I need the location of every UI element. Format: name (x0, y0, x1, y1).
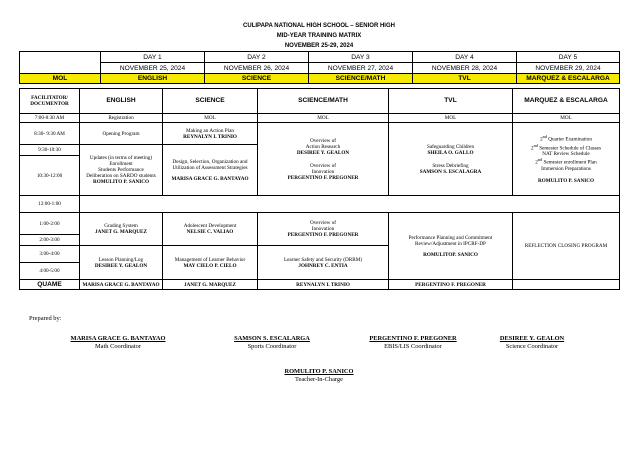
facilitator-name: SAMSON S. ESCALAGRA (419, 168, 482, 175)
signatory (259, 368, 379, 384)
time-cell: 2:00-3:00 (20, 235, 80, 246)
training-matrix-table (19, 88, 620, 290)
day-subject: TVL (413, 74, 517, 84)
activity-cell (389, 213, 513, 280)
facilitator-header: FACILITATOR/ DOCUMENTOR (20, 89, 80, 114)
mol-cell: MOL (389, 114, 513, 123)
activity-title: Grading System (104, 223, 138, 229)
activity-title: Design, Selection, Organization and Utilization of Assessment Strategies (172, 158, 248, 171)
day-date: NOVEMBER 26, 2024 (205, 63, 309, 74)
signatory-role: Science Coordinator (505, 343, 559, 350)
matrix-title: MID-YEAR TRAINING MATRIX (276, 33, 362, 39)
day-label: DAY 5 (517, 52, 620, 63)
facilitator-name: ROMULITOP. SANICO (423, 251, 478, 258)
activity-cell (513, 213, 620, 280)
subject-header: SCIENCE/MATH (258, 89, 389, 114)
day-label: DAY 4 (413, 52, 517, 63)
activity-cell (513, 123, 620, 196)
time-cell: 12:00-1:00 (20, 196, 80, 213)
mol-cell: MOL (258, 114, 389, 123)
signatory-name: ROMULITO P. SANICO (284, 368, 354, 375)
day-subject: MARQUEZ & ESCALARGA (517, 74, 620, 84)
quame-name: PERGENTINO F. PREGONER (389, 280, 513, 290)
day-label: DAY 2 (205, 52, 309, 63)
activity-cell: Opening Program (80, 123, 163, 145)
day-date: NOVEMBER 25, 2024 (101, 63, 205, 74)
day-subject: ENGLISH (101, 74, 205, 84)
activity-title: NAT Review Schedule (542, 151, 590, 158)
activity-title: Immersion Preparations (541, 166, 591, 173)
facilitator-name: PERGENTINO F. PREGONER (287, 174, 359, 181)
activity-cell (258, 213, 389, 246)
activity-title: Stress Debriefing (432, 162, 469, 169)
activity-cell (163, 246, 258, 280)
activity-cell (163, 145, 258, 196)
subject-header: TVL (389, 89, 513, 114)
activity-cell (163, 213, 258, 246)
signatory-role: Teacher-In-Charge (295, 376, 343, 383)
activity-title: Learner Safety and Security (DRRM) (283, 256, 363, 263)
day-subject: SCIENCE (205, 74, 309, 84)
activity-title: Enrollment (109, 161, 133, 167)
signatory-name: DESIREE Y. GEALON (499, 335, 565, 342)
quame-name: MARISA GRACE G. BANTAYAO (80, 280, 163, 290)
time-cell: 7:00-8:30 AM (20, 114, 80, 123)
activity-title: 2nd Semester Schedule of Classes (530, 142, 602, 152)
quame-name: REYNALYN I. TRINIO (258, 280, 389, 290)
signatory-role: Math Coordinator (95, 343, 141, 350)
activity-title: Safeguarding Children (426, 143, 475, 150)
activity-title: Action Research (305, 143, 341, 150)
day-label: DAY 1 (101, 52, 205, 63)
activity-title: Innovation (311, 168, 335, 175)
day-schedule-table (19, 51, 620, 84)
subject-header: MARQUEZ & ESCALARGA (513, 89, 620, 114)
signatory (212, 335, 332, 351)
time-cell: 1:00-2:00 (20, 213, 80, 235)
mol-cell: MOL (513, 114, 620, 123)
subject-header: ENGLISH (80, 89, 163, 114)
activity-title: Lesson Planning/Log (98, 256, 144, 263)
activity-title: REFLECTION CLOSING PROGRAM (524, 243, 608, 249)
activity-cell (80, 246, 163, 280)
day-date: NOVEMBER 28, 2024 (413, 63, 517, 74)
activity-title: Overview of (309, 162, 337, 169)
activity-title: Adolescent Development (183, 223, 237, 229)
facilitator-name: DESIREE Y. GEALON (94, 262, 148, 269)
activity-title: Management of Learner Behavior (174, 256, 246, 263)
day-subject: SCIENCE/MATH (309, 74, 413, 84)
day-label: DAY 3 (309, 52, 413, 63)
quame-name: JANET G. MARQUEZ (163, 280, 258, 290)
facilitator-name: ROMULITO P. SANICO (537, 178, 595, 185)
signatory (348, 335, 478, 351)
signatory-name: MARISA GRACE G. BANTAYAO (70, 335, 166, 342)
signatory-role: Sports Coordinator (247, 343, 297, 350)
activity-title: Deliberation on SARDO students (86, 173, 156, 179)
matrix-dates: NOVEMBER 25-29, 2024 (284, 43, 354, 49)
facilitator-name: ROMULITO P. SANICO (92, 179, 150, 185)
signatory-role: EBIS/LIS Coordinator (384, 343, 442, 350)
facilitator-name: REYNALYN I. TRINIO (183, 133, 237, 140)
lunch-break-cell (80, 196, 620, 213)
activity-title: 2nd Semester enrollment Plan (535, 157, 597, 167)
activity-title: Students Performance (98, 167, 144, 173)
activity-title: Performance Planning and Commitment Review/Adjustment in IPCRF-DP (408, 234, 493, 247)
time-cell: 8:30- 9:30 AM (20, 123, 80, 145)
time-cell: 10:30-12:00 (20, 156, 80, 196)
activity-cell (163, 123, 258, 145)
activity-cell (80, 213, 163, 246)
facilitator-name: JANET G. MARQUEZ (95, 229, 147, 235)
signatory (472, 335, 592, 351)
time-cell: 9:30-10:30 (20, 145, 80, 156)
facilitator-name: PERGENTINO F. PREGONER (287, 232, 359, 238)
mol-label: MOL (20, 74, 101, 84)
activity-title: Overview of (309, 137, 337, 144)
time-cell: 3:00-4:00 (20, 246, 80, 263)
prepared-by-label: Prepared by: (29, 315, 62, 322)
facilitator-name: NELSIE C. VALIAO (186, 229, 234, 235)
facilitator-name: MARISA GRACE G. BANTAYAO (171, 175, 249, 182)
activity-title: Innovation (311, 226, 335, 232)
activity-cell (258, 123, 389, 196)
blank-cell (20, 52, 101, 74)
activity-cell (389, 123, 513, 196)
activity-cell (80, 145, 163, 196)
facilitator-name: DESIREE Y. GEALON (296, 149, 350, 156)
signatory-name: PERGENTINO F. PREGONER (369, 335, 457, 342)
quame-name (513, 280, 620, 290)
activity-title: Making an Action Plan (186, 127, 234, 134)
facilitator-name: SHEILA O. GALLO (427, 149, 474, 156)
quame-label: QUAME (20, 280, 80, 290)
school-name: CULIPAPA NATIONAL HIGH SCHOOL – SENIOR HIGH (243, 23, 395, 29)
facilitator-name: MAY CIELO P. CIELO (183, 262, 237, 269)
facilitator-name: JOHNREY C. ENTIA (298, 262, 348, 269)
time-cell: 4:00-5:00 (20, 263, 80, 280)
signatory (48, 335, 188, 351)
activity-title: Overview of (309, 220, 337, 226)
day-date: NOVEMBER 27, 2024 (309, 63, 413, 74)
registration-cell: Registration (80, 114, 163, 123)
signatory-name: SAMSON S. ESCALARGA (234, 335, 310, 342)
activity-title: 2nd Quarter Examination (540, 133, 592, 143)
activity-title: Updates (in terms of meeting) (89, 155, 153, 161)
subject-header: SCIENCE (163, 89, 258, 114)
mol-cell: MOL (163, 114, 258, 123)
activity-cell (258, 246, 389, 280)
day-date: NOVEMBER 29, 2024 (517, 63, 620, 74)
